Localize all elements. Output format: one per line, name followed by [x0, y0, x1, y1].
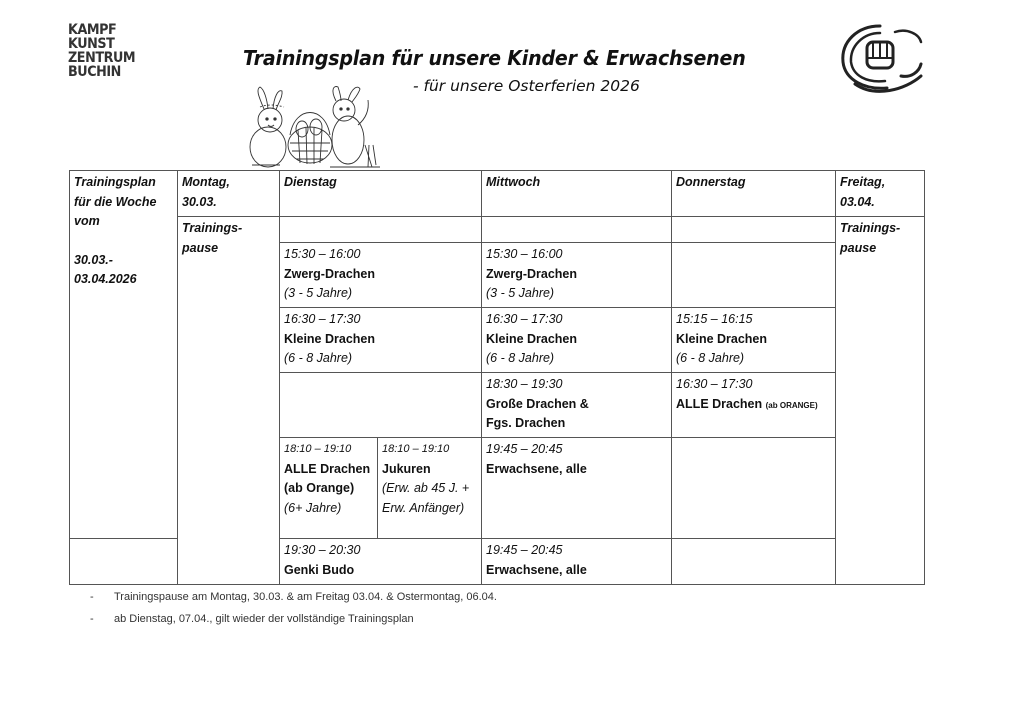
wednesday-kleine-drachen-cell: [482, 308, 672, 373]
session-age: (6+ Jahre): [284, 500, 342, 515]
header-tuesday: Dienstag: [280, 171, 482, 217]
session-name: (ab Orange): [284, 481, 355, 495]
session-time: 16:30 – 17:30: [676, 377, 753, 391]
session-time: 18:30 – 19:30: [486, 377, 563, 391]
session-name: Erwachsene, alle: [486, 461, 587, 476]
session-time: 19:45 – 20:45: [486, 442, 563, 456]
pause-line: Trainings-: [840, 221, 901, 235]
empty-cell: [280, 373, 482, 438]
empty-cell: [672, 243, 836, 308]
session-name: ALLE Drachen: [284, 461, 371, 476]
footnote-text: Trainingspause am Montag, 30.03. & am Freitag 03.04. & Ostermontag, 06.04.: [114, 591, 497, 603]
session-age: (6 - 8 Jahre): [486, 351, 555, 365]
session-note: Erw. Anfänger): [382, 500, 465, 515]
empty-cell: [672, 438, 836, 539]
header-thursday: Donnerstag: [672, 171, 836, 217]
tuesday-genki-budo-cell: [280, 539, 482, 585]
pause-line: Trainings-: [182, 221, 243, 235]
empty-first-col-cell: [70, 539, 178, 585]
pause-line: pause: [840, 240, 877, 255]
footnotes: [90, 586, 497, 630]
week-label-line: Trainingsplan: [74, 175, 156, 189]
tuesday-alle-drachen-cell: [280, 438, 378, 539]
session-time: 19:45 – 20:45: [486, 543, 563, 557]
session-age: (6 - 8 Jahre): [676, 351, 745, 365]
tuesday-jukuren-cell: [378, 438, 482, 539]
header-wednesday: Mittwoch: [482, 171, 672, 217]
thursday-kleine-drachen-cell: [672, 308, 836, 373]
footnote-text: ab Dienstag, 07.04., gilt wieder der vollständige Trainingsplan: [114, 613, 414, 625]
empty-cell: [280, 217, 482, 243]
session-time: 15:30 – 16:00: [284, 247, 361, 261]
week-label-line: 03.04.2026: [74, 272, 137, 286]
session-time: 18:10 – 19:10: [284, 443, 352, 455]
footnote-dash: -: [90, 613, 94, 625]
session-name: ALLE Drachen: [676, 396, 763, 411]
wednesday-erwachsene-late-cell: [482, 539, 672, 585]
session-name: Fgs. Drachen: [486, 416, 566, 430]
session-name: Große Drachen &: [486, 396, 589, 411]
week-label-line: vom: [74, 214, 100, 228]
header-friday-line: 03.04.: [840, 194, 875, 209]
footnote-item: [90, 586, 497, 608]
empty-cell: [482, 217, 672, 243]
session-age: (6 - 8 Jahre): [284, 351, 353, 365]
week-label-line: 30.03.-: [74, 252, 113, 267]
logo-line: ZENTRUM: [68, 50, 136, 66]
empty-cell: [672, 217, 836, 243]
page-subtitle: - für unsere Osterferien 2026: [413, 77, 640, 95]
header-friday-line: Freitag,: [840, 175, 886, 189]
logo-line: KUNST: [68, 36, 115, 52]
easter-bunnies-illustration: [240, 85, 390, 173]
footnote-dash: -: [90, 591, 94, 603]
logo-line: KAMPF: [68, 22, 117, 38]
tuesday-zwerg-drachen-cell: [280, 243, 482, 308]
footnote-item: [90, 608, 497, 630]
training-schedule-table: [69, 170, 925, 585]
pause-line: pause: [182, 240, 219, 255]
header-monday-line: Montag,: [182, 175, 230, 189]
logo-line: BUCHIN: [68, 64, 121, 80]
session-name: Kleine Drachen: [486, 331, 578, 346]
wednesday-zwerg-drachen-cell: [482, 243, 672, 308]
header-friday: [836, 171, 925, 217]
tuesday-kleine-drachen-cell: [280, 308, 482, 373]
friday-pause-cell: [836, 217, 925, 585]
empty-cell: [672, 539, 836, 585]
week-label-cell: [70, 171, 178, 539]
session-time: 18:10 – 19:10: [382, 443, 450, 455]
session-name: Kleine Drachen: [676, 331, 768, 346]
session-name: Kleine Drachen: [284, 331, 376, 346]
week-label-line: für die Woche: [74, 194, 157, 209]
club-emblem-icon: [835, 18, 925, 93]
header-monday-line: 30.03.: [182, 194, 217, 209]
monday-pause-cell: [178, 217, 280, 585]
session-time: 16:30 – 17:30: [284, 312, 361, 326]
session-age: (3 - 5 Jahre): [284, 286, 353, 300]
wednesday-erwachsene-cell: [482, 438, 672, 539]
page-title: Trainingsplan für unsere Kinder & Erwachsenen: [243, 46, 746, 70]
session-age: (3 - 5 Jahre): [486, 286, 555, 300]
session-time: 19:30 – 20:30: [284, 543, 361, 557]
session-name: Genki Budo: [284, 562, 355, 577]
header-monday: [178, 171, 280, 217]
club-logo-text: [68, 23, 135, 79]
session-note: (ab ORANGE): [765, 400, 818, 410]
session-time: 15:30 – 16:00: [486, 247, 563, 261]
thursday-alle-drachen-cell: [672, 373, 836, 438]
session-time: 15:15 – 16:15: [676, 312, 753, 326]
session-name: Jukuren: [382, 461, 431, 476]
session-name: Zwerg-Drachen: [486, 266, 578, 281]
wednesday-grosse-drachen-cell: [482, 373, 672, 438]
session-name: Erwachsene, alle: [486, 562, 587, 577]
session-name: Zwerg-Drachen: [284, 266, 375, 281]
session-note: (Erw. ab 45 J. +: [382, 481, 470, 495]
session-time: 16:30 – 17:30: [486, 312, 563, 326]
